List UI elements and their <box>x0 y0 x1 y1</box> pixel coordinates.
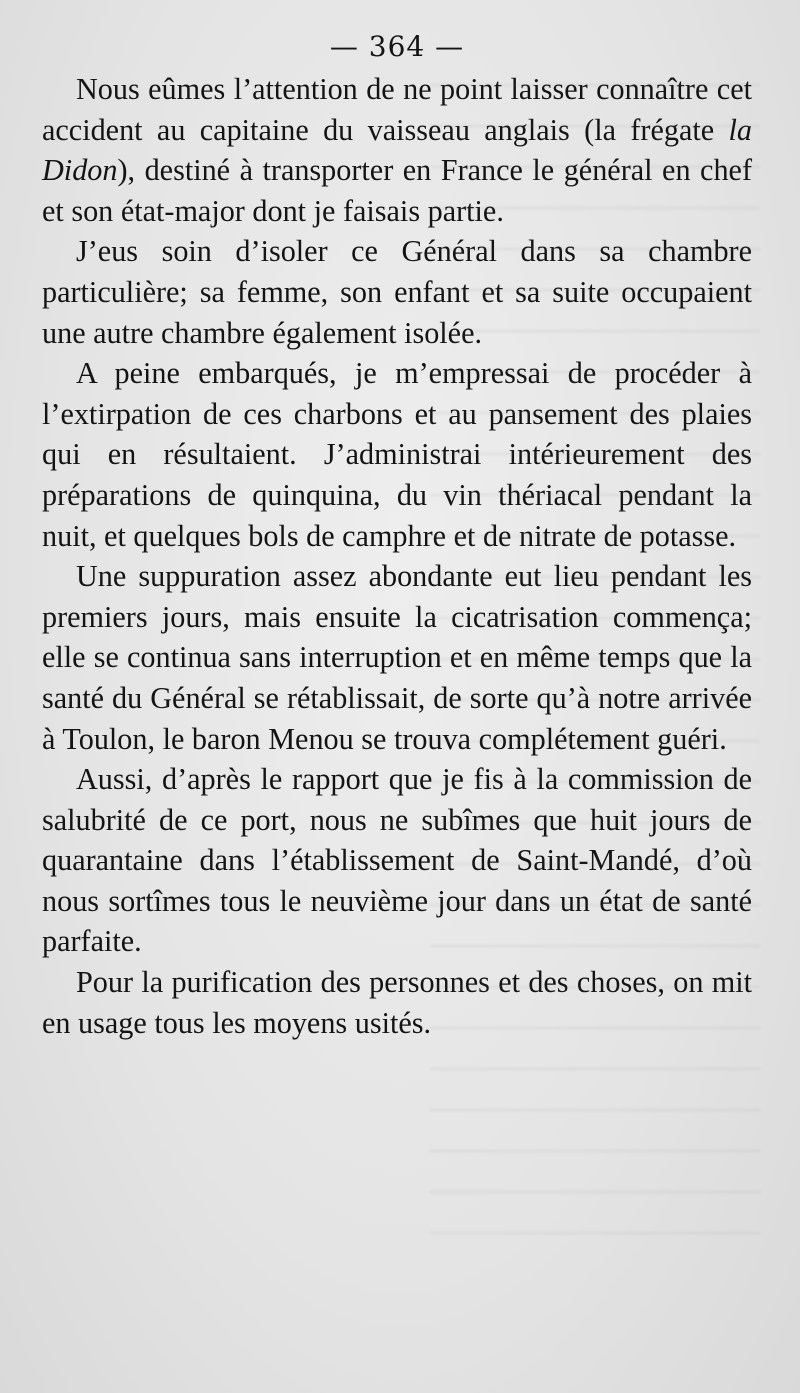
paragraph-1-end: ), destiné à transporter en France le général en chef et son état-major dont je faisais partie. <box>42 153 752 228</box>
page-body <box>42 69 752 1043</box>
paragraph-1 <box>42 69 752 231</box>
paragraph-6: Pour la purification des personnes et des choses, on mit en usage tous les moyens usités. <box>42 965 752 1040</box>
ship-name: la Didon <box>42 112 752 188</box>
paragraph-1-start: Nous eûmes l’attention de ne point laisser connaître cet accident au capitaine du vaisseau anglais (la frégate <box>42 72 752 147</box>
paragraph-3: A peine embarqués, je m’empressai de procéder à l’extirpation de ces charbons et au pansement des plaies qui en résultaient. J’administrai intérieurement des préparations de quinquina, du vin thériacal pendant la nuit, et quelques bols de camphre et de nitrate de potasse. <box>42 356 752 553</box>
paragraph-4: Une suppuration assez abondante eut lieu pendant les premiers jours, mais ensuite la cicatrisation commença; elle se continua sans interruption et en même temps que la santé du Général se rétablissait, de sorte qu’à notre arrivée à Toulon, le baron Menou se trouva complétement guéri. <box>42 559 752 756</box>
page-number: — 364 — <box>329 30 465 63</box>
paragraph-5: Aussi, d’après le rapport que je fis à la commission de salubrité de ce port, nous ne subîmes que huit jours de quarantaine dans l’établissement de Saint-Mandé, d’où nous sortîmes tous le neuvième jour dans un état de santé parfaite. <box>42 762 752 959</box>
paragraph-2: J’eus soin d’isoler ce Général dans sa chambre particulière; sa femme, son enfant et sa suite occupaient une autre chambre également isolée. <box>42 234 752 350</box>
